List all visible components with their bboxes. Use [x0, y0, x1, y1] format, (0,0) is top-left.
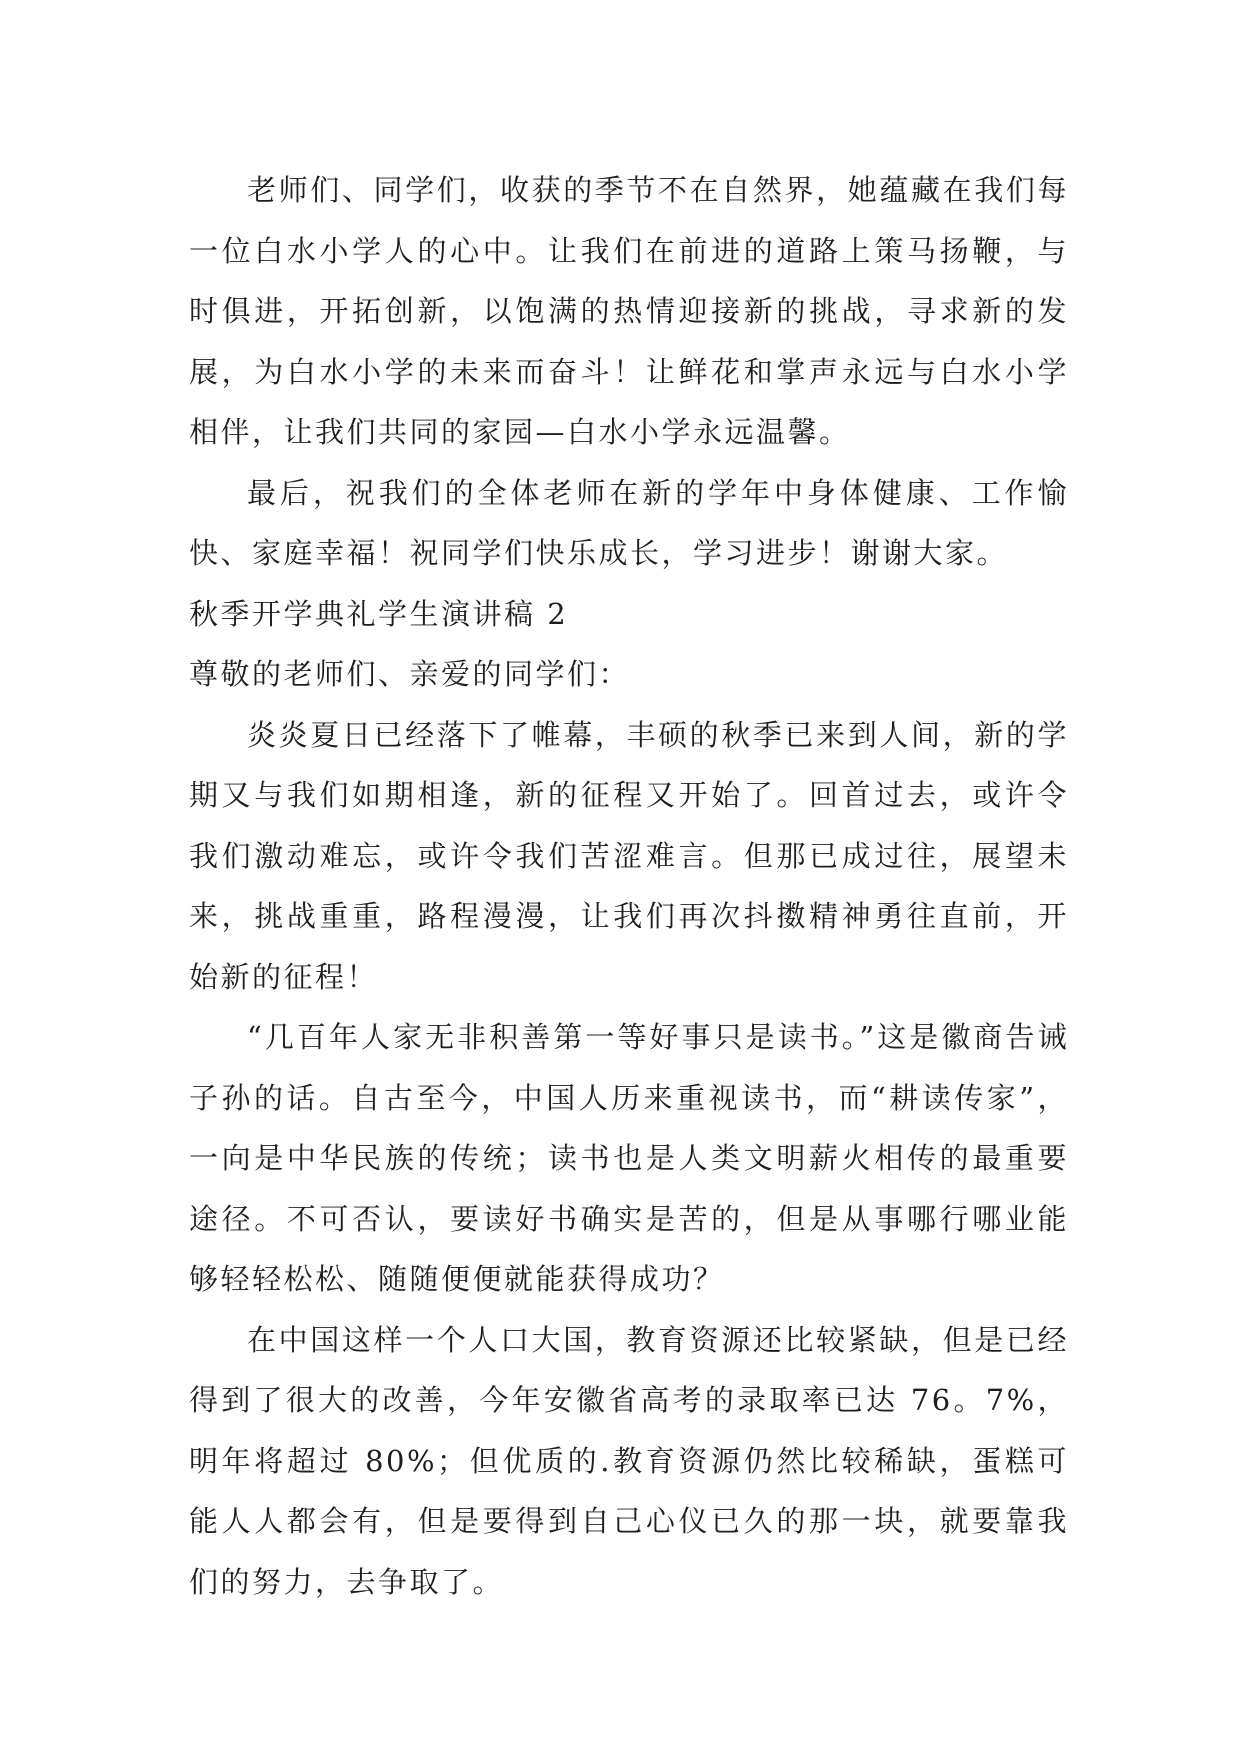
paragraph: 老师们、同学们，收获的季节不在自然界，她蕴藏在我们每一位白水小学人的心中。让我们在前进的道路上策马扬鞭，与时俱进，开拓创新，以饱满的热情迎接新的挑战，寻求新的发展，为白水小学的未来而奋斗！让鲜花和掌声永远与白水小学相伴，让我们共同的家园—白水小学永远温馨。	[189, 173, 1069, 449]
paragraph: 炎炎夏日已经落下了帷幕，丰硕的秋季已来到人间，新的学期又与我们如期相逢，新的征程又开始了。回首过去，或许令我们激动难忘，或许令我们苦涩难言。但那已成过往，展望未来，挑战重重，路程漫漫，让我们再次抖擞精神勇往直前，开始新的征程！	[189, 717, 1069, 994]
document-body	[189, 160, 1069, 1612]
salutation: 尊敬的老师们、亲爱的同学们：	[189, 657, 631, 691]
section-title: 秋季开学典礼学生演讲稿 2	[189, 596, 569, 631]
paragraph: 最后，祝我们的全体老师在新的学年中身体健康、工作愉快、家庭幸福！祝同学们快乐成长，学习进步！谢谢大家。	[189, 475, 1069, 570]
paragraph: “几百年人家无非积善第一等好事只是读书。”这是徽商告诫子孙的话。自古至今，中国人历来重视读书，而“耕读传家”，一向是中华民族的传统；读书也是人类文明薪火相传的最重要途径。不可否认，要读好书确实是苦的，但是从事哪行哪业能够轻轻松松、随随便便就能获得成功？	[189, 1020, 1069, 1296]
paragraph: 在中国这样一个人口大国，教育资源还比较紧缺，但是已经得到了很大的改善，今年安徽省高考的录取率已达 76。7%，明年将超过 80%；但优质的.教育资源仍然比较稀缺，蛋糕可能人人都会有，但是要得到自己心仪已久的那一块，就要靠我们的努力，去争取了。	[189, 1322, 1069, 1599]
